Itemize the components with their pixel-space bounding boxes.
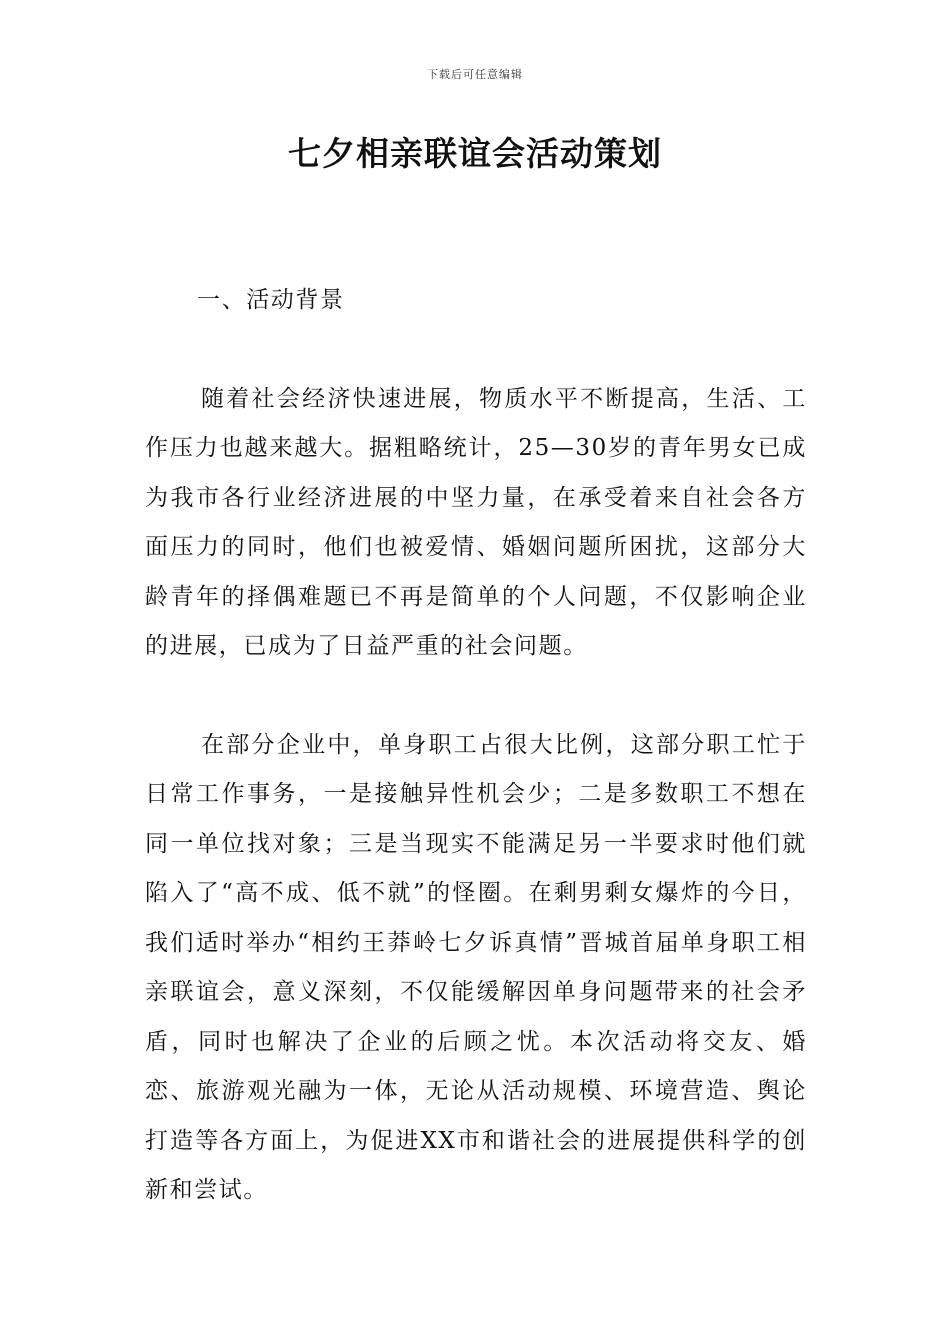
paragraph-background-1: 随着社会经济快速进展，物质水平不断提高，生活、工作压力也越来越大。据粗略统计，25—30岁的青年男女已成为我市各行业经济进展的中坚力量，在承受着来自社会各方面压力的同时，他们也被爱情、婚姻问题所困扰，这部分大龄青年的择偶难题已不再是简单的个人问题，不仅影响企业的进展，已成为了日益严重的社会问题。 bbox=[145, 385, 807, 659]
paragraph-background-2: 在部分企业中，单身职工占很大比例，这部分职工忙于日常工作事务，一是接触异性机会少；二是多数职工不想在同一单位找对象；三是当现实不能满足另一半要求时他们就陷入了“高不成、低不就”的怪圈。在剩男剩女爆炸的今日，我们适时举办“相约王莽岭七夕诉真情”晋城首届单身职工相亲联谊会，意义深刻，不仅能缓解因单身问题带来的社会矛盾，同时也解决了企业的后顾之忧。本次活动将交友、婚恋、旅游观光融为一体，无论从活动规模、环境营造、舆论打造等各方面上，为促进XX市和谐社会的进展提供科学的创新和尝试。 bbox=[145, 731, 807, 1203]
section-heading: 一、活动背景 bbox=[197, 287, 345, 313]
document-title: 七夕相亲联谊会活动策划 bbox=[288, 134, 662, 173]
header-note: 下载后可任意编辑 bbox=[427, 68, 523, 81]
document-body bbox=[145, 276, 807, 1265]
